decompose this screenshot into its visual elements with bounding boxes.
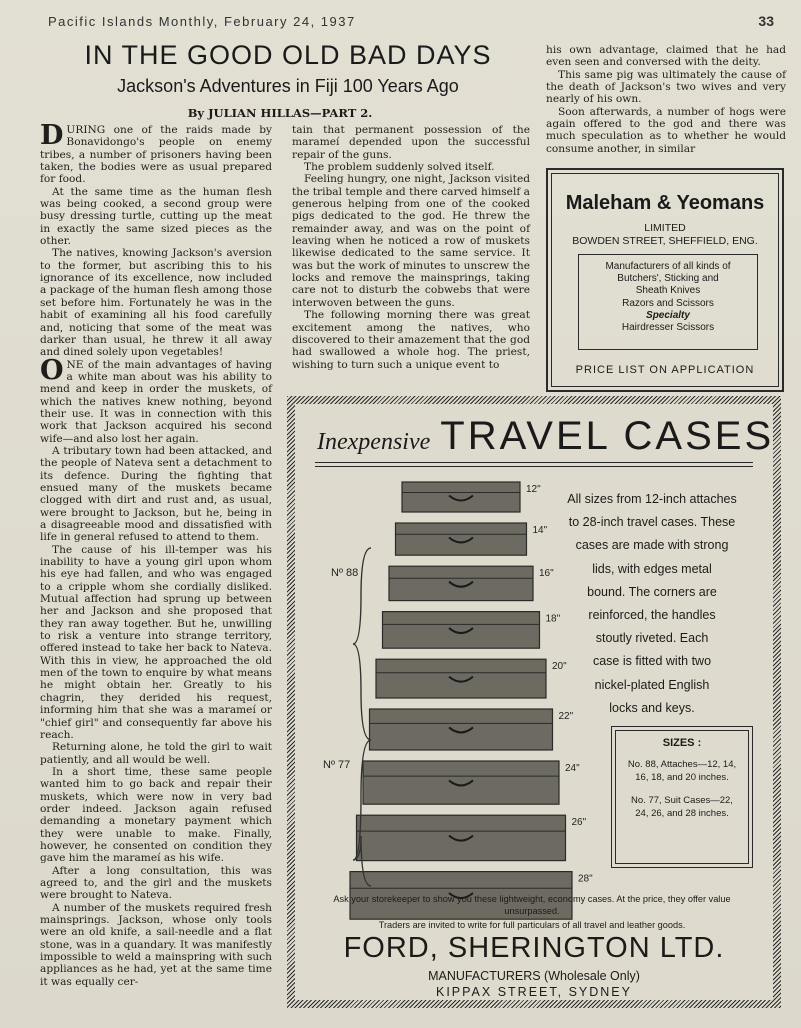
article-column-2 xyxy=(292,124,530,390)
case-size-label: 12" xyxy=(526,484,541,495)
sizes-88: No. 88, Attaches—12, 14, 16, 18, and 20 inches. xyxy=(627,759,737,783)
article-paragraph: The problem suddenly solved itself. xyxy=(304,161,495,174)
ad-list-line: Manufacturers of all kinds of xyxy=(605,261,731,272)
travel-case xyxy=(376,659,546,698)
description-line: locks and keys. xyxy=(609,700,695,715)
travel-case xyxy=(383,612,540,649)
sizes-box xyxy=(611,726,753,868)
ad-limited: LIMITED xyxy=(644,222,686,234)
ad-list-line: Hairdresser Scissors xyxy=(621,322,715,334)
case-size-label: 16" xyxy=(539,568,554,580)
title-rule xyxy=(315,462,753,463)
travel-ad-panel xyxy=(295,404,773,1000)
case-size-label: 26" xyxy=(571,817,587,829)
ford-sherington-name: FORD, SHERINGTON LTD. xyxy=(343,932,725,964)
ad-inner-border xyxy=(551,173,779,387)
title-rule xyxy=(315,466,753,467)
ad-list-line: Razors and Scissors xyxy=(622,297,714,309)
description-line: nickel-plated English xyxy=(594,677,710,692)
ad-specialty: Specialty xyxy=(646,309,690,321)
description-line: to 28-inch travel cases. These xyxy=(568,515,736,530)
label-no-77: Nº 77 xyxy=(323,759,351,771)
sizes-77: No. 77, Suit Cases—22, 24, 26, and 28 inches. xyxy=(631,795,733,819)
description-line: lids, with edges metal xyxy=(592,561,712,576)
article-paragraph: A number of the muskets required fresh mainsprings. Jackson, whose only tools were an old knife, a sail-needle and a flat stone, was in a quandary. It was manifestly impossible to weld a mainspring with such appliances as he had, yet at the same time it was equally cer- xyxy=(40,901,272,988)
ad-list-line: Butchers', Sticking and xyxy=(617,273,719,285)
travel-case xyxy=(396,523,527,555)
running-header xyxy=(48,14,788,34)
drop-cap: D xyxy=(40,120,64,151)
travel-ad-title xyxy=(317,414,777,459)
travel-case xyxy=(402,482,520,512)
manufacturers-line: MANUFACTURERS (Wholesale Only) xyxy=(428,969,640,983)
article-paragraph: The following morning there was great excitement among the natives, who discovered to their amazement that the god had swallowed a whole hog. The priest, wishing to turn such a unique event to xyxy=(292,309,530,371)
article-paragraph: The natives, knowing Jackson's aversion to the former, but ascribing this to his ignorance of its excellence, now included a package of the human flesh among those set before him. Fortunately he was in the habit of examining all his food carefully and, noticing that some of the meat was darker than usual, he threw it all away and dined solely upon vegetables! xyxy=(40,247,272,359)
page-number: 33 xyxy=(758,13,774,29)
description-line: bound. The corners are xyxy=(587,584,717,599)
article-paragraph: This same pig was ultimately the cause of the death of Jackson's two wives and very nearly of his own. xyxy=(546,68,786,106)
description-line: cases are made with strong xyxy=(575,538,729,553)
description-line: reinforced, the handles xyxy=(588,608,716,623)
travel-case xyxy=(370,709,553,750)
article-paragraph: The cause of his ill-temper was his inability to have a young girl upon whom his eye had fallen, and who was engaged to a cripple whom she cordially disliked. Mutual affection had sprung up between her and Jackson and she proposed that they ran away together. But he, unwilling to risk a venture into strange territory, offered instead to take her back to Nateva. With this in view, he approached the old men of the town to enquire by what means he might obtain her. Greatly to his chagrin, they derided his request, informing him that she was a marameí or "chief girl" and consequently far above his reach. xyxy=(40,543,272,741)
travel-ad-description xyxy=(547,488,757,720)
article-paragraph: Returning alone, he told the girl to wait patiently, and all would be well. xyxy=(40,741,272,766)
article-headline: IN THE GOOD OLD BAD DAYS xyxy=(84,40,492,70)
article-column-1 xyxy=(40,120,272,1014)
article-subhead: Jackson's Adventures in Fiji 100 Years Ago xyxy=(117,76,459,96)
case-size-label: 22" xyxy=(558,711,574,722)
description-line: stoutly riveted. Each xyxy=(595,631,709,646)
case-size-label: 28" xyxy=(578,873,593,885)
publication-line: Pacific Islands Monthly, February 24, 1937 xyxy=(48,14,356,29)
ad-product-list xyxy=(578,254,758,350)
travel-cases-ad xyxy=(287,396,781,1008)
description-line: All sizes from 12-inch attaches xyxy=(567,492,737,506)
label-no-88: Nº 88 xyxy=(331,567,359,579)
case-size-label: 24" xyxy=(565,763,580,774)
sizes-inner xyxy=(615,730,749,864)
article-column-3 xyxy=(546,44,786,160)
title-inexpensive: Inexpensive xyxy=(317,429,431,455)
ad-address: BOWDEN STREET, SHEFFIELD, ENG. xyxy=(572,235,758,247)
article-paragraph: Feeling hungry, one night, Jackson visited the tribal temple and there carved himself a generous helping from one of the cooked pigs dedicated to the god. He threw the remainder away, and was on the point of leaving when he noticed a row of muskets likewise dedicated to the same service. It was but the work of minutes to unscrew the locks and remove the mainsprings, taking care not to disturb the cobwebs that were interwoven between the guns. xyxy=(292,173,530,309)
travel-case xyxy=(357,815,566,860)
case-size-label: 14" xyxy=(532,525,548,536)
travel-case xyxy=(389,566,533,600)
article-paragraph: After a long consultation, this was agreed to, and the girl and the muskets were brought to Nateva. xyxy=(40,864,272,902)
article-paragraph: tain that permanent possession of the marameí depended upon the successful repair of the guns. xyxy=(292,124,530,161)
article-paragraph: ONE of the main advantages of having a white man about was his ability to mend and keep in order the muskets, of which the natives knew nothing, beyond their use. It was in connection with this work that Jackson acquired his second wife—and also lost her again. xyxy=(40,354,272,445)
article-paragraph: A tributary town had been attacked, and the people of Nateva sent a detachment to its defence. During the fighting that ensued many of the muskets became clogged with dirt and rust and, as usual, were brought to Jackson, but he, being in a disagreeable mood and dissatisfied with life in general refused to attend to them. xyxy=(40,444,272,544)
article-paragraph: DURING one of the raids made by Bonavidongo's people on enemy tribes, a number of prisoners having been taken, the bodies were as usual prepared for food. xyxy=(40,120,272,186)
traders-text: Traders are invited to write for full particulars of all travel and leather goods. xyxy=(378,920,686,930)
ad-price-note: PRICE LIST ON APPLICATION xyxy=(575,364,755,376)
stacked-cases-illustration xyxy=(313,476,593,885)
drop-cap: O xyxy=(40,354,64,386)
travel-case xyxy=(363,761,559,804)
description-line: case is fitted with two xyxy=(592,654,712,669)
article-paragraph: Soon afterwards, a number of hogs were again offered to the god and there was much speculation as to whether he would consume another, in similar xyxy=(546,105,786,155)
case-size-label: 18" xyxy=(545,613,561,625)
article-paragraph: his own advantage, claimed that he had even seen and conversed with the deity. xyxy=(546,44,786,69)
title-travel-cases: TRAVEL CASES xyxy=(440,414,775,458)
kippax-address: KIPPAX STREET, SYDNEY xyxy=(436,985,632,999)
article-byline: By JULIAN HILLAS—PART 2. xyxy=(187,106,373,120)
ask-storekeeper-text: Ask your storekeeper to show you these lightweight, economy cases. At the price, they offer value unsurpassed. xyxy=(333,894,731,916)
maleham-yeomans-ad xyxy=(546,168,784,392)
ad-list-line: Sheath Knives xyxy=(635,285,701,297)
case-size-label: 20" xyxy=(552,661,567,673)
ad-company-name: Maleham & Yeomans xyxy=(565,192,765,214)
article-paragraph: At the same time as the human flesh was being cooked, a second group were busy dressing turtle, cutting up the meat in exactly the same sized pieces as the other. xyxy=(40,185,272,248)
sizes-title: SIZES : xyxy=(662,737,702,749)
article-paragraph: In a short time, these same people wanted him to go back and repair their muskets, which were now in very bad order indeed. Jackson again refused demanding a monetary payment which they were unable to make. Finally, however, he consented on condition they gave him the marameí as his wife. xyxy=(40,765,272,865)
